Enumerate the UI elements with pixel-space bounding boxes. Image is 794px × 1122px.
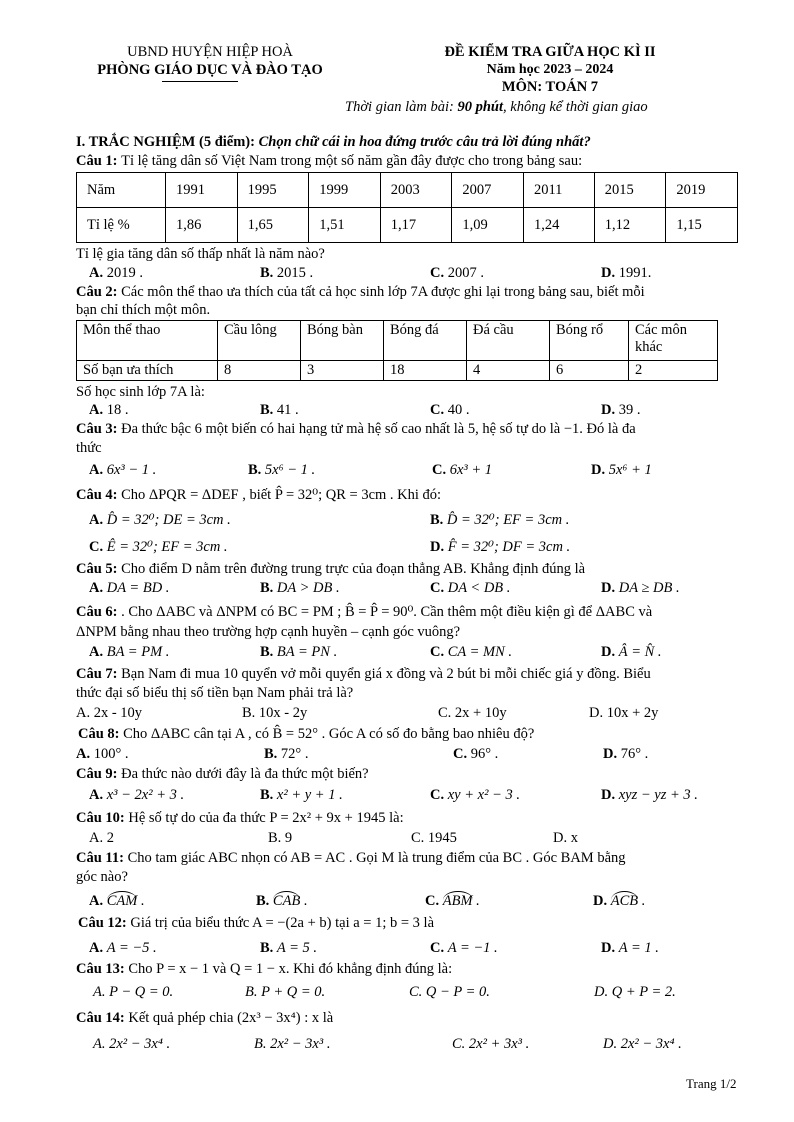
option-a: A. A = −5 .	[89, 940, 157, 956]
option-b: B. 10x - 2y	[242, 705, 308, 721]
option-b: B. D̂ = 32⁰; EF = 3cm .	[430, 512, 570, 528]
table-cell: 1,86	[166, 208, 238, 243]
table-cell: 2	[629, 361, 718, 381]
table-cell: 6	[550, 361, 629, 381]
question-3: Câu 3: Đa thức bậc 6 một biến có hai hạng tử mà hệ số cao nhất là 5, hệ số tự do là −1. Đó là đa	[76, 421, 636, 437]
option-c: C. 96° .	[453, 746, 499, 762]
option-d: D. Â = N̂ .	[601, 644, 662, 660]
option-b: B. CAB .	[256, 893, 308, 909]
option-b: B. P + Q = 0.	[245, 984, 326, 1000]
table-cell: 1995	[237, 173, 309, 208]
option-c: C. ABM .	[425, 893, 480, 909]
table-cell: 2007	[452, 173, 524, 208]
option-a: A. DA = BD .	[89, 580, 170, 596]
header-left-line2: PHÒNG GIÁO DỤC VÀ ĐÀO TẠO	[97, 62, 323, 78]
question-11-line2: góc nào?	[76, 869, 128, 885]
option-c: C. 6x³ + 1	[432, 462, 493, 478]
table-cell: Môn thể thao	[77, 321, 218, 361]
header-left-line1: UBND HUYỆN HIỆP HOÀ	[127, 44, 293, 60]
option-c: C. A = −1 .	[430, 940, 498, 956]
option-d: D. Q + P = 2.	[594, 984, 676, 1000]
option-a: A. CAM .	[89, 893, 145, 909]
option-c: C. CA = MN .	[430, 644, 513, 660]
exam-time: Thời gian làm bài: 90 phút, không kể thời gian giao	[345, 99, 648, 115]
question-12: Câu 12: Giá trị của biểu thức A = −(2a + b) tại a = 1; b = 3 là	[78, 915, 435, 931]
option-d: D. 5x⁶ + 1	[591, 462, 652, 478]
option-b: B. 2015 .	[260, 265, 314, 281]
table-cell: Bóng bàn	[301, 321, 384, 361]
option-c: C. xy + x² − 3 .	[430, 787, 520, 803]
option-c: C. Ê = 32⁰; EF = 3cm .	[89, 539, 228, 555]
header-right-line3: MÔN: TOÁN 7	[501, 79, 599, 95]
table-cell: 8	[218, 361, 301, 381]
question-2-prompt: Số học sinh lớp 7A là:	[76, 384, 205, 400]
table-cell: 1,17	[380, 208, 452, 243]
option-a: A. 2	[89, 830, 114, 846]
option-a: A. 18 .	[89, 402, 129, 418]
option-c: C. 2x² + 3x³ .	[452, 1036, 530, 1052]
table-cell: 1,09	[452, 208, 524, 243]
option-b: B. 72° .	[264, 746, 309, 762]
option-b: B. 5x⁶ − 1 .	[248, 462, 316, 478]
table-cell: Bóng đá	[384, 321, 467, 361]
question-13: Câu 13: Cho P = x − 1 và Q = 1 − x. Khi đó khẳng định đúng là:	[76, 961, 453, 977]
table-cell: 2011	[523, 173, 594, 208]
question-4: Câu 4: Cho ΔPQR = ΔDEF , biết P̂ = 32⁰; QR = 3cm . Khi đó:	[76, 487, 442, 503]
population-table	[76, 172, 738, 243]
option-a: A. BA = PM .	[89, 644, 170, 660]
table-cell: Số bạn ưa thích	[77, 361, 218, 381]
option-a: A. 2x² − 3x⁴ .	[93, 1036, 171, 1052]
table-cell: 2003	[380, 173, 452, 208]
option-b: B. x² + y + 1 .	[260, 787, 343, 803]
header-right-line2: Năm học 2023 – 2024	[486, 62, 614, 77]
table-cell: 1,15	[666, 208, 738, 243]
option-a: A. 2019 .	[89, 265, 143, 281]
table-cell: Năm	[77, 173, 166, 208]
table-cell: 1,12	[594, 208, 666, 243]
question-14: Câu 14: Kết quả phép chia (2x³ − 3x⁴) : x là	[76, 1010, 334, 1026]
header-underline	[162, 81, 238, 82]
option-a: A. D̂ = 32⁰; DE = 3cm .	[89, 512, 231, 528]
option-d: D. F̂ = 32⁰; DF = 3cm .	[430, 539, 571, 555]
table-cell: Bóng rổ	[550, 321, 629, 361]
header-right-line1: ĐỀ KIỂM TRA GIỮA HỌC KÌ II	[444, 44, 656, 60]
table-cell: 18	[384, 361, 467, 381]
option-a: A. 6x³ − 1 .	[89, 462, 157, 478]
sports-table	[76, 320, 718, 381]
table-cell: 1,24	[523, 208, 594, 243]
option-d: D. 39 .	[601, 402, 641, 418]
table-cell: 2019	[666, 173, 738, 208]
option-d: D. ACB .	[593, 893, 646, 909]
question-1-prompt: Tỉ lệ gia tăng dân số thấp nhất là năm nào?	[76, 246, 325, 262]
option-d: D. 1991.	[601, 265, 652, 281]
table-cell: 3	[301, 361, 384, 381]
option-c: C. 2007 .	[430, 265, 484, 281]
table-cell: Các môn khác	[629, 321, 718, 361]
option-d: D. 76° .	[603, 746, 649, 762]
option-c: C. 40 .	[430, 402, 470, 418]
option-c: C. 2x + 10y	[438, 705, 507, 721]
option-d: D. x	[553, 830, 578, 846]
option-a: A. 100° .	[76, 746, 129, 762]
option-b: B. DA > DB .	[260, 580, 340, 596]
question-11: Câu 11: Cho tam giác ABC nhọn có AB = AC . Gọi M là trung điểm của BC . Góc BAM bằng	[76, 850, 626, 866]
option-d: D. A = 1 .	[601, 940, 659, 956]
option-d: D. 10x + 2y	[589, 705, 659, 721]
question-6: Câu 6: . Cho ΔABC và ΔNPM có BC = PM ; B̂ = P̂ = 90⁰. Cần thêm một điều kiện gì để ΔABC và	[76, 604, 653, 620]
table-cell: 1999	[309, 173, 381, 208]
table-cell: 4	[467, 361, 550, 381]
section-1-title: I. TRẮC NGHIỆM (5 điểm): Chọn chữ cái in hoa đứng trước câu trả lời đúng nhất?	[76, 134, 591, 150]
option-a: A. P − Q = 0.	[93, 984, 174, 1000]
table-cell: 1,51	[309, 208, 381, 243]
table-cell: 1,65	[237, 208, 309, 243]
table-cell: Cầu lông	[218, 321, 301, 361]
option-a: A. x³ − 2x² + 3 .	[89, 787, 185, 803]
question-7-line2: thức đại số biểu thị số tiền bạn Nam phải trả là?	[76, 685, 354, 701]
question-1: Câu 1: Tỉ lệ tăng dân số Việt Nam trong một số năm gần đây được cho trong bảng sau:	[76, 153, 583, 169]
table-cell: Đá cầu	[467, 321, 550, 361]
option-b: B. 2x² − 3x³ .	[254, 1036, 331, 1052]
option-a: A. 2x - 10y	[76, 705, 143, 721]
question-2: Câu 2: Các môn thể thao ưa thích của tất cả học sinh lớp 7A được ghi lại trong bảng sau, biết mỗi	[76, 284, 645, 300]
option-b: B. BA = PN .	[260, 644, 338, 660]
page-number: Trang 1/2	[686, 1076, 737, 1091]
option-c: C. 1945	[411, 830, 457, 846]
option-b: B. 41 .	[260, 402, 299, 418]
question-3-line2: thức	[76, 440, 102, 456]
option-c: C. DA < DB .	[430, 580, 511, 596]
table-cell: 1991	[166, 173, 238, 208]
question-10: Câu 10: Hệ số tự do của đa thức P = 2x² + 9x + 1945 là:	[76, 810, 404, 826]
option-d: D. DA ≥ DB .	[601, 580, 680, 596]
question-7: Câu 7: Bạn Nam đi mua 10 quyển vở mỗi quyển giá x đồng và 2 bút bi mỗi chiếc giá y đồng. Biểu	[76, 666, 651, 682]
question-9: Câu 9: Đa thức nào dưới đây là đa thức một biến?	[76, 766, 369, 782]
question-2-line2: bạn chỉ thích một môn.	[76, 302, 211, 318]
option-d: D. xyz − yz + 3 .	[601, 787, 698, 803]
question-8: Câu 8: Cho ΔABC cân tại A , có B̂ = 52° . Góc A có số đo bằng bao nhiêu độ?	[78, 726, 535, 742]
option-c: C. Q − P = 0.	[409, 984, 490, 1000]
option-b: B. A = 5 .	[260, 940, 318, 956]
table-cell: Tỉ lệ %	[77, 208, 166, 243]
question-5: Câu 5: Cho điểm D nằm trên đường trung trực của đoạn thẳng AB. Khẳng định đúng là	[76, 561, 586, 577]
option-d: D. 2x² − 3x⁴ .	[603, 1036, 682, 1052]
table-cell: 2015	[594, 173, 666, 208]
option-b: B. 9	[268, 830, 293, 846]
question-6-line2: ΔNPM bằng nhau theo trường hợp cạnh huyền – cạnh góc vuông?	[76, 624, 461, 640]
